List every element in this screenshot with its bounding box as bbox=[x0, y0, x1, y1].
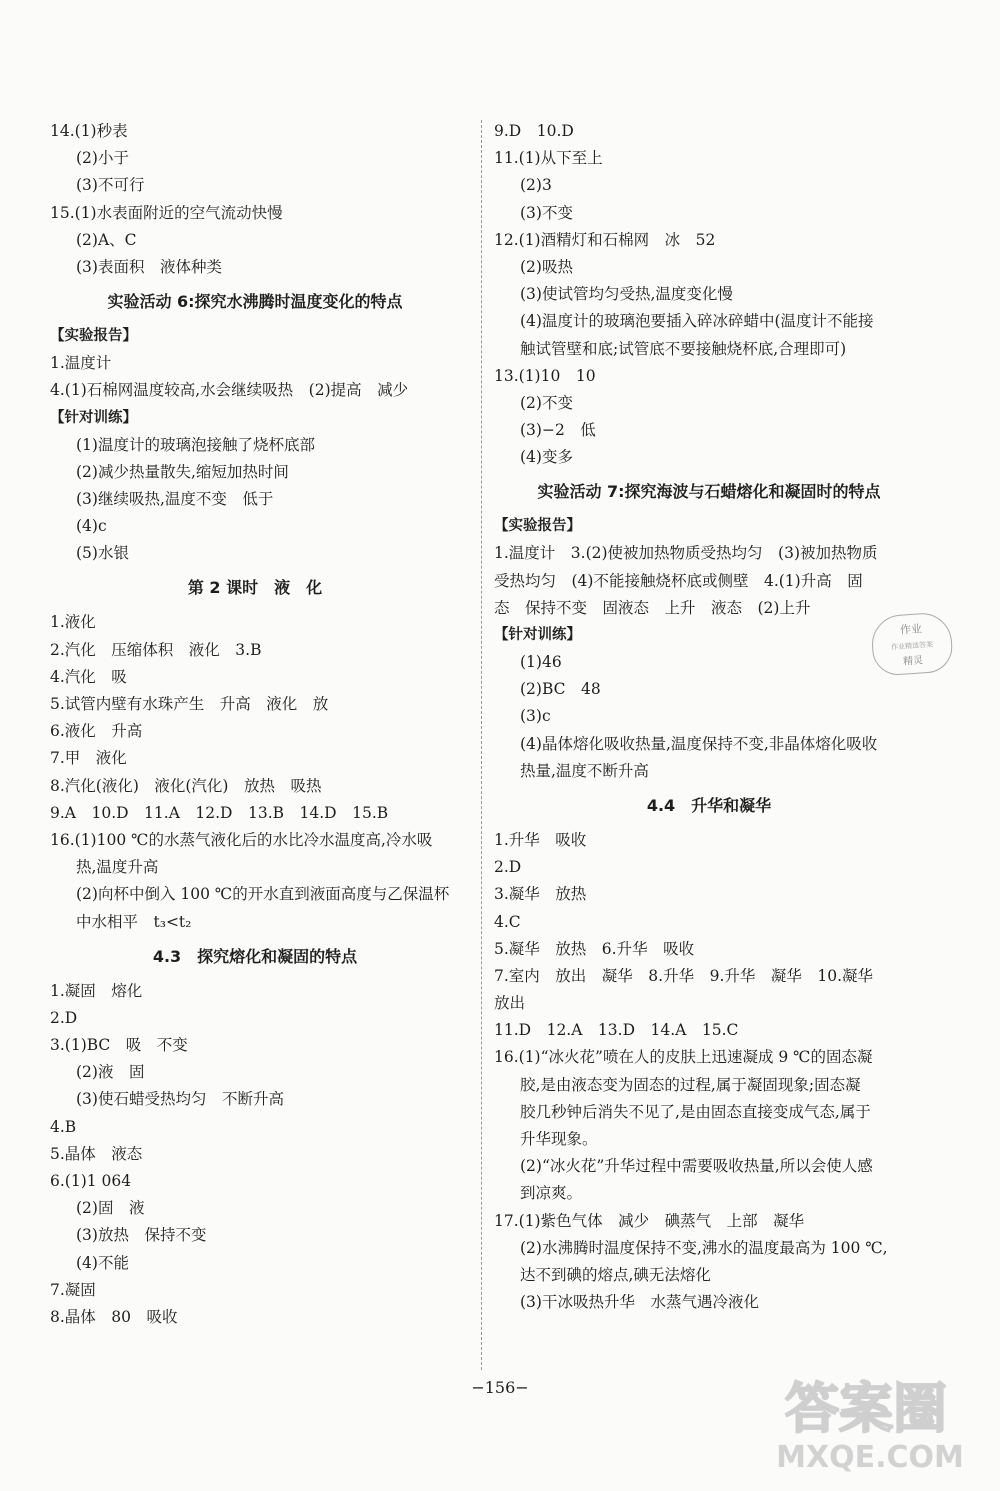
answer-line: 7.室内 放出 凝华 8.升华 9.升华 凝华 10.凝华 bbox=[494, 966, 874, 985]
section-heading: 4.3 探究熔化和凝固的特点 bbox=[152, 946, 358, 966]
answer-line: 2.汽化 压缩体积 液化 3.B bbox=[50, 640, 262, 659]
answer-line: (3)−2 低 bbox=[520, 421, 596, 440]
answer-line: 1.升华 吸收 bbox=[494, 830, 587, 849]
answer-line: (1)温度计的玻璃泡接触了烧杯底部 bbox=[76, 435, 315, 454]
answer-line: 受热均匀 (4)不能接触烧杯底或侧壁 4.(1)升高 固 bbox=[494, 571, 863, 590]
column-divider bbox=[481, 120, 482, 1370]
answer-line: (2)3 bbox=[520, 176, 552, 195]
answer-line: 8.汽化(液化) 液化(汽化) 放热 吸热 bbox=[50, 776, 322, 795]
page-number: −156− bbox=[471, 1378, 529, 1397]
section-heading: 4.4 升华和凝华 bbox=[646, 795, 772, 815]
answer-line: 5.试管内壁有水珠产生 升高 液化 放 bbox=[50, 695, 329, 713]
answer-line: 4.C bbox=[494, 912, 521, 931]
answer-line: 16.(1)“冰火花”喷在人的皮肤上迅速凝成 9 ℃的固态凝 bbox=[494, 1048, 873, 1067]
stamp-bottom: 精灵 bbox=[902, 655, 924, 668]
answer-line: 2.D bbox=[494, 858, 522, 877]
answer-line: (3)继续吸热,温度不变 低于 bbox=[76, 489, 274, 508]
answer-line: (2)向杯中倒入 100 ℃的开水直到液面高度与乙保温杯 bbox=[76, 885, 450, 904]
answer-line: 13.(1)10 10 bbox=[494, 366, 596, 385]
answer-line: 热,温度升高 bbox=[76, 858, 159, 877]
answer-line: 15.(1)水表面附近的空气流动快慢 bbox=[50, 203, 283, 222]
answer-line: 9.A 10.D 11.A 12.D 13.B 14.D 15.B bbox=[50, 803, 389, 822]
section-tag: 【针对训练】 bbox=[494, 627, 581, 643]
answer-line: 态 保持不变 固液态 上升 液态 (2)上升 bbox=[494, 598, 811, 617]
answer-line: (2)A、C bbox=[76, 230, 137, 249]
answer-line: 11.(1)从下至上 bbox=[494, 149, 603, 168]
answer-line: 6.液化 升高 bbox=[50, 722, 143, 741]
answer-line: (2)减少热量散失,缩短加热时间 bbox=[76, 462, 289, 481]
answer-line: (5)水银 bbox=[76, 544, 129, 563]
answer-line: (3)表面积 液体种类 bbox=[76, 257, 222, 276]
stamp-middle: 作业精选答案 bbox=[890, 640, 934, 652]
section-tag: 【针对训练】 bbox=[50, 409, 137, 426]
section-heading: 实验活动 6:探究水沸腾时温度变化的特点 bbox=[107, 292, 403, 312]
right-column bbox=[494, 118, 924, 1316]
answer-line: 1.液化 bbox=[50, 613, 96, 632]
section-heading: 实验活动 7:探究海波与石蜡熔化和凝固时的特点 bbox=[537, 482, 881, 502]
answer-line: 热量,温度不断升高 bbox=[520, 761, 649, 780]
answer-line: 4.汽化 吸 bbox=[50, 667, 127, 686]
answer-line: (3)放热 保持不变 bbox=[76, 1226, 207, 1245]
answer-line: 4.(1)石棉网温度较高,水会继续吸热 (2)提高 减少 bbox=[50, 381, 409, 400]
answer-line: 12.(1)酒精灯和石棉网 冰 52 bbox=[494, 230, 716, 249]
answer-line: 放出 bbox=[494, 994, 526, 1013]
answer-line: 到凉爽。 bbox=[520, 1184, 583, 1203]
stamp-logo bbox=[870, 611, 954, 676]
answer-line: (3)干冰吸热升华 水蒸气遇冷液化 bbox=[520, 1293, 759, 1312]
answer-line: (4)晶体熔化吸收热量,温度保持不变,非晶体熔化吸收 bbox=[520, 734, 878, 753]
answer-line: 4.B bbox=[50, 1117, 77, 1136]
answer-line: (4)不能 bbox=[76, 1253, 129, 1272]
left-column bbox=[50, 118, 460, 1331]
answer-line: 9.D 10.D bbox=[494, 122, 574, 140]
answer-line: 1.凝固 熔化 bbox=[50, 981, 143, 1000]
answer-line: (3)不可行 bbox=[76, 176, 145, 195]
answer-line: 1.温度计 3.(2)使被加热物质受热均匀 (3)被加热物质 bbox=[494, 544, 878, 563]
answer-line: (2)不变 bbox=[520, 393, 573, 412]
answer-line: 7.甲 液化 bbox=[50, 749, 127, 768]
answer-line: 11.D 12.A 13.D 14.A 15.C bbox=[494, 1021, 739, 1040]
watermark-logo bbox=[750, 1365, 980, 1477]
answer-line: (3)不变 bbox=[520, 203, 573, 222]
answer-line: (4)温度计的玻璃泡要插入碎冰碎蜡中(温度计不能接 bbox=[520, 312, 874, 331]
answer-line: 1.温度计 bbox=[50, 354, 112, 373]
answer-line: 7.凝固 bbox=[50, 1280, 96, 1299]
section-heading: 第 2 课时 液 化 bbox=[187, 578, 323, 598]
answer-line: 5.凝华 放热 6.升华 吸收 bbox=[494, 939, 695, 958]
answer-line: 16.(1)100 ℃的水蒸气液化后的水比冷水温度高,冷水吸 bbox=[50, 830, 433, 849]
answer-line: 胶几秒钟后消失不见了,是由固态直接变成气态,属于 bbox=[520, 1102, 871, 1121]
section-tag: 【实验报告】 bbox=[494, 518, 581, 535]
answer-line: 达不到碘的熔点,碘无法熔化 bbox=[520, 1265, 711, 1284]
answer-line: 5.晶体 液态 bbox=[50, 1144, 143, 1163]
answer-line: 中水相平 t₃<t₂ bbox=[76, 912, 192, 931]
answer-line: 3.(1)BC 吸 不变 bbox=[50, 1036, 188, 1055]
answer-line: (2)水沸腾时温度保持不变,沸水的温度最高为 100 ℃, bbox=[520, 1238, 888, 1257]
watermark-url: MXQE.COM bbox=[776, 1440, 964, 1475]
answer-line: 6.(1)1 064 bbox=[50, 1172, 132, 1190]
answer-line: (2)固 液 bbox=[76, 1199, 145, 1218]
answer-line: 触试管壁和底;试管底不要接触烧杯底,合理即可) bbox=[520, 339, 847, 358]
answer-line: 17.(1)紫色气体 减少 碘蒸气 上部 凝华 bbox=[494, 1211, 805, 1230]
answer-line: 8.晶体 80 吸收 bbox=[50, 1307, 178, 1326]
answer-line: (2)吸热 bbox=[520, 257, 573, 276]
stamp-top: 作业 bbox=[899, 622, 923, 637]
answer-line: (1)46 bbox=[520, 653, 562, 671]
answer-line: 升华现象。 bbox=[520, 1130, 598, 1148]
watermark-logo-text: 答案圈 bbox=[785, 1377, 947, 1440]
answer-line: 3.凝华 放热 bbox=[494, 885, 587, 904]
answer-line: 胶,是由液态变为固态的过程,属于凝固现象;固态凝 bbox=[520, 1075, 861, 1094]
answer-line: (3)使试管均匀受热,温度变化慢 bbox=[520, 285, 733, 304]
section-tag: 【实验报告】 bbox=[50, 328, 137, 345]
answer-line: 2.D bbox=[50, 1008, 78, 1027]
answer-line: (2)“冰火花”升华过程中需要吸收热量,所以会使人感 bbox=[520, 1157, 873, 1176]
answer-line: (3)使石蜡受热均匀 不断升高 bbox=[76, 1090, 284, 1109]
answer-line: (4)变多 bbox=[520, 448, 573, 467]
answer-line: (2)BC 48 bbox=[520, 680, 601, 699]
answer-line: 14.(1)秒表 bbox=[50, 122, 128, 140]
answer-line: (2)小于 bbox=[76, 149, 129, 168]
answer-line: (4)c bbox=[76, 517, 107, 536]
answer-line: (2)液 固 bbox=[76, 1063, 145, 1082]
answer-line: (3)c bbox=[520, 707, 551, 726]
